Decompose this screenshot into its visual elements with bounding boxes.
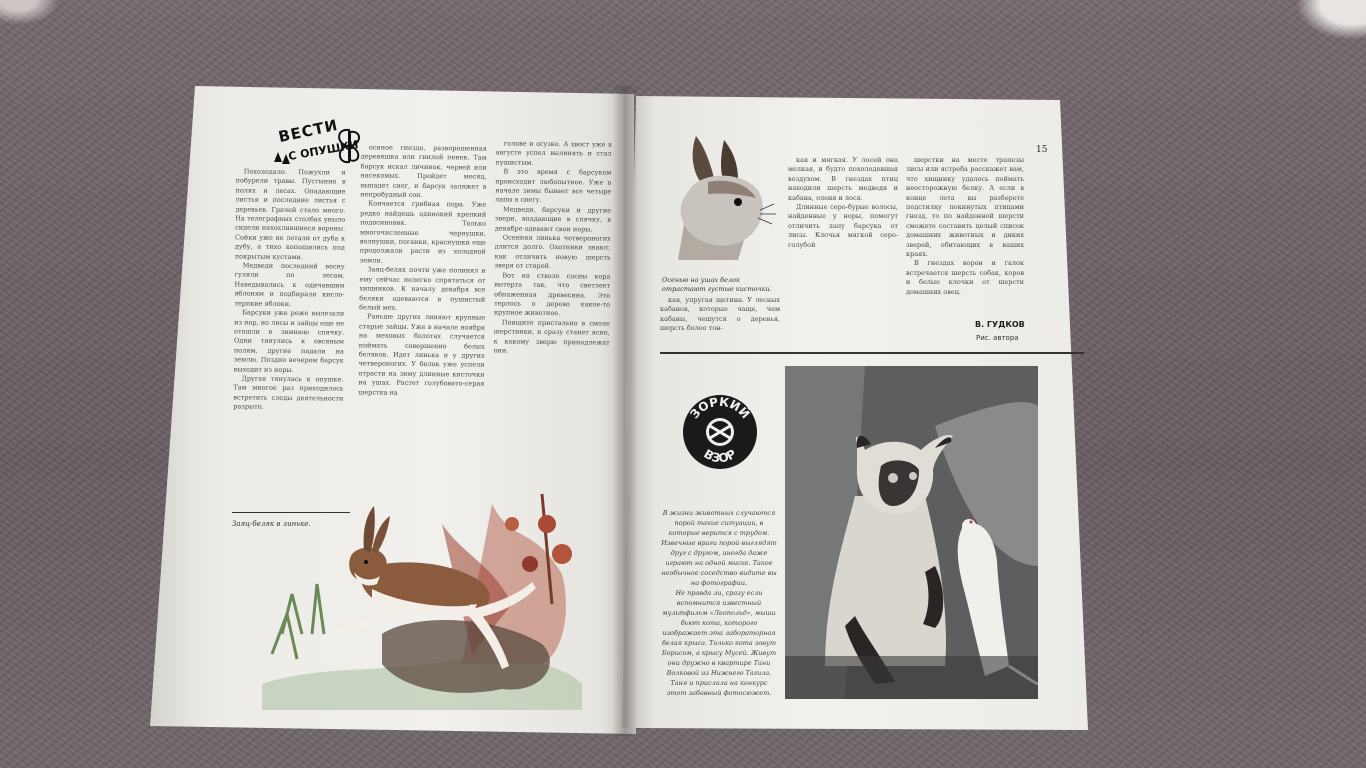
paragraph: Медведи, барсуки и другие звери, впадающие в спячку, в декабре одевают свои норы. xyxy=(494,205,612,234)
cat-and-rat-photo xyxy=(785,366,1038,699)
paragraph: Не правда ли, сразу если вспомнится известный мультфильм «Леопольд», мыши бьют кота, которого изображает эта лабораторная белая крыса. Только кота зовут Борисом, а крысу Мусей. Живут они дружно в квартире Тани Волковой из Нижнего Тагила. Таня и прислала на конкурс этот забавный фотосюжет. xyxy=(661,589,777,697)
paragraph: Барсуки уже реже вылезали из нор, но лисы и зайцы еще не отошли в зимнюю спячку. Одни тянулись к овсяным полям, другие падали на землю. Поздно вечером барсук выходит из норы. xyxy=(233,308,345,374)
book-spine xyxy=(612,86,638,736)
zorky-logo-line1: ЗОРКИЙ xyxy=(687,394,753,422)
page-number: 15 xyxy=(1036,145,1048,155)
trees-icon xyxy=(274,152,292,166)
paragraph: кая, упругая щетина. У лесных кабанов, которые чаще, чем кабаны, чешутся о деревья, шерсть более тон- xyxy=(660,296,780,333)
paragraph: Раньше других линяют крупные старые зайцы. Уже в начале ноября на меховых болотах случается поймать совершенно белых беляков. Идет линька и у других четвероногих. У белок уже успели отрасти на зиму длинные кисточки на ушах. Растет голубовато-серая шерстка на xyxy=(358,312,486,397)
fabric-fluff-left xyxy=(0,0,60,25)
section-divider xyxy=(660,352,1084,354)
right-col-3 xyxy=(906,156,1024,316)
paragraph: В это время с барсуком происходит любопытное. Уже в начале зимы бывает все четыре лапы в снегу. xyxy=(495,167,612,205)
paragraph: осиное гнездо, разворошенная деревяшка или гнилой пенек. Там барсук искал личинок, червей или насекомых. Пройдет месяц, выпадет снег, и барсук заляжет в непробудный сон. xyxy=(360,143,487,200)
vesti-logo-line2: С ОПУШКИ xyxy=(287,137,360,164)
paragraph: кая и мягкая. У лосей она мелкая, и будто похолодевшая воздухом. В гнездах птиц находили шерсть медведя и кабана, оленя и лося. xyxy=(788,156,898,202)
zorky-logo-line2: ВЗОР xyxy=(701,446,739,466)
left-col-3 xyxy=(492,139,612,485)
author-name: В. ГУДКОВ xyxy=(975,320,1025,329)
vesti-logo-line1: ВЕСТИ xyxy=(276,115,340,147)
vesti-logo xyxy=(272,115,362,172)
right-col-2 xyxy=(788,156,898,346)
right-col-1 xyxy=(660,296,780,344)
paragraph: В жизни животных случаются порой такие ситуации, в которые верится с трудом. Извечные враги порой выглядят друг с другом, иногда даже играют на одной миске. Такое необычное соседство видите вы на фотографии. xyxy=(661,509,777,587)
paragraph: Медведи последний весну гуляли по лесам. Наведывались к одичавшим яблоням и подбирали кисло-терпкие яблоки. xyxy=(234,261,345,308)
paragraph: Вот на стволе сосны кора вытерта так, что светлеет обнаженная древесина. Это терлось о дерево какое-то крупное животное. xyxy=(493,271,611,318)
paragraph: шерстки на месте трапезы лисы или ястреба расскажет вам, что хищнику удалось поймать неосторожную белку. А если в конце лета вы разберете подстилку покинутых птицами гнезд, то по найденной шерсти сможете составить целый список домашних животных и диких зверей, обитающих в ваших краях. xyxy=(906,156,1024,259)
zorky-vzor-logo xyxy=(680,392,760,472)
squirrel-illustration xyxy=(668,132,778,262)
left-col-2 xyxy=(357,143,487,510)
cat-and-rat-figure xyxy=(785,366,1038,699)
hare-caption: Заяц-беляк в линьке. xyxy=(232,520,311,528)
paragraph: Заяц-беляк почти уже полинял и ему сейчас нелегко спрятаться от хищников. К началу декабря все беляки одеваются в пушистый белый мех. xyxy=(359,265,486,312)
butterfly-icon xyxy=(334,126,364,166)
paragraph: голове и огузке. А хвост уже в августе успел вылинять и стал пушистым. xyxy=(495,139,612,167)
fabric-fluff xyxy=(1296,0,1366,40)
paragraph: Похолодало. Пожухли и побурели травы. Пустынно в полях и лесах. Опадающие листья и последние листья с деревьев. Грачей стало много. На телеграфных столбах уныло сидели нахохлившиеся вороны. Сойки уже не летали от дуба к дубу, а тихо копошились под покрытым кустами. xyxy=(234,167,346,261)
paragraph: Кончается грибная пора. Уже редко найдешь одинокий крепкий подосиновик. Только многочисленные чернушки, волнушки, поганки, краснушки еще продолжали расти из холодной земли. xyxy=(359,199,487,265)
paragraph: Осенняя линька четвероногих длится долго. Охотники знают, как отличить новую шерсть зверя от старой. xyxy=(494,233,611,271)
artist-credit: Рис. автора xyxy=(976,334,1019,342)
hare-illustration xyxy=(262,484,582,710)
squirrel-caption: Осенью на ушах белок отрастают густые кисточки. xyxy=(662,276,772,293)
paragraph: Поищите пристально в смоле шерстинки, и сразу станет ясно, к какому зверю принадлежат они. xyxy=(493,318,610,355)
paragraph: Другая тянулась к опушке. Там многое раз приходилось встретить следы деятельности разрыто. xyxy=(233,374,344,411)
left-col-1 xyxy=(232,167,346,508)
photo-caption xyxy=(660,508,778,698)
paragraph: Длинные серо-бурые волосы, найденные у норы, помогут отличить лапу барсука от лисы. Клочья мягкой серо-голубой xyxy=(788,203,898,249)
paragraph: В гнездах ворон и галок встречается шерсть собак, коров и белые клочки от шерсти домашних овец. xyxy=(906,259,1024,296)
